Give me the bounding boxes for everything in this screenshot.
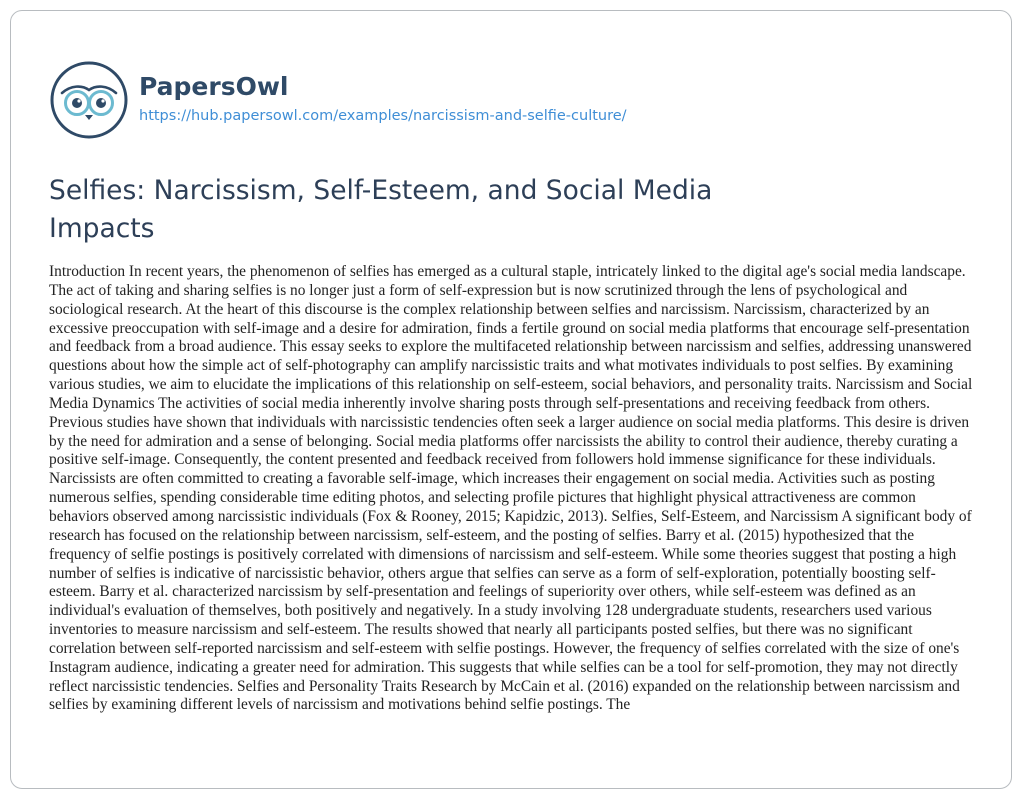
essay-title: Selfies: Narcissism, Self-Esteem, and Social Media Impacts	[49, 175, 713, 244]
essay-body: Introduction In recent years, the phenomenon of selfies has emerged as a cultural staple, intricately linked to the digital age's social media landscape. The act of taking and sharing selfies is no longer just a form of self-expression but is now scrutinized through the lens of psychological and sociological research. At the heart of this discourse is the complex relationship between selfies and narcissism. Narcissism, characterized by an excessive preoccupation with self-image and a desire for admiration, finds a fertile ground on social media platforms that encourage self-presentation and feedback from a broad audience. This essay seeks to explore the multifaceted relationship between narcissism and selfies, addressing unanswered questions about how the simple act of self-photography can amplify narcissistic traits and what motivates individuals to post selfies. By examining various studies, we aim to elucidate the implications of this relationship on self-esteem, social behaviors, and personality traits. Narcissism and Social Media Dynamics The activities of social media inherently involve sharing posts through self-presentations and receiving feedback from others. Previous studies have shown that individuals with narcissistic tendencies often seek a larger audience on social media platforms. This desire is driven by the need for admiration and a sense of belonging. Social media platforms offer narcissists the ability to control their audience, thereby curating a positive self-image. Consequently, the content presented and feedback received from followers hold immense significance for these individuals. Narcissists are often committed to creating a favorable self-image, which increases their engagement on social media. Activities such as posting numerous selfies, spending considerable time editing photos, and selecting profile pictures that highlight physical attractiveness are common behaviors observed among narcissistic individuals (Fox & Rooney, 2015; Kapidzic, 2013). Selfies, Self-Esteem, and Narcissism A significant body of research has focused on the relationship between narcissism, self-esteem, and the posting of selfies. Barry et al. (2015) hypothesized that the frequency of selfie postings is positively correlated with dimensions of narcissism and self-esteem. While some theories suggest that posting a high number of selfies is indicative of narcissistic behavior, others argue that selfies can serve as a form of self-exploration, potentially boosting self-esteem. Barry et al. characterized narcissism by self-presentation and feelings of superiority over others, while self-esteem was defined as an individual's evaluation of themselves, both positively and negatively. In a study involving 128 undergraduate students, researchers used various inventories to measure narcissism and self-esteem. The results showed that nearly all participants posted selfies, but there was no significant correlation between self-reported narcissism and self-esteem with selfie postings. However, the frequency of selfies correlated with the size of one's Instagram audience, indicating a greater need for admiration. This suggests that while selfies can be a tool for self-promotion, they may not directly reflect narcissistic tendencies. Selfies and Personality Traits Research by McCain et al. (2016) expanded on the relationship between narcissism and selfies by examining different levels of narcissism and motivations behind selfie postings. The	[49, 263, 973, 714]
owl-eyes-logo-icon[interactable]	[49, 60, 129, 140]
page-url-link[interactable]: https://hub.papersowl.com/examples/narcissism-and-selfie-culture/	[139, 108, 627, 124]
brand-name[interactable]: PapersOwl	[139, 72, 289, 101]
